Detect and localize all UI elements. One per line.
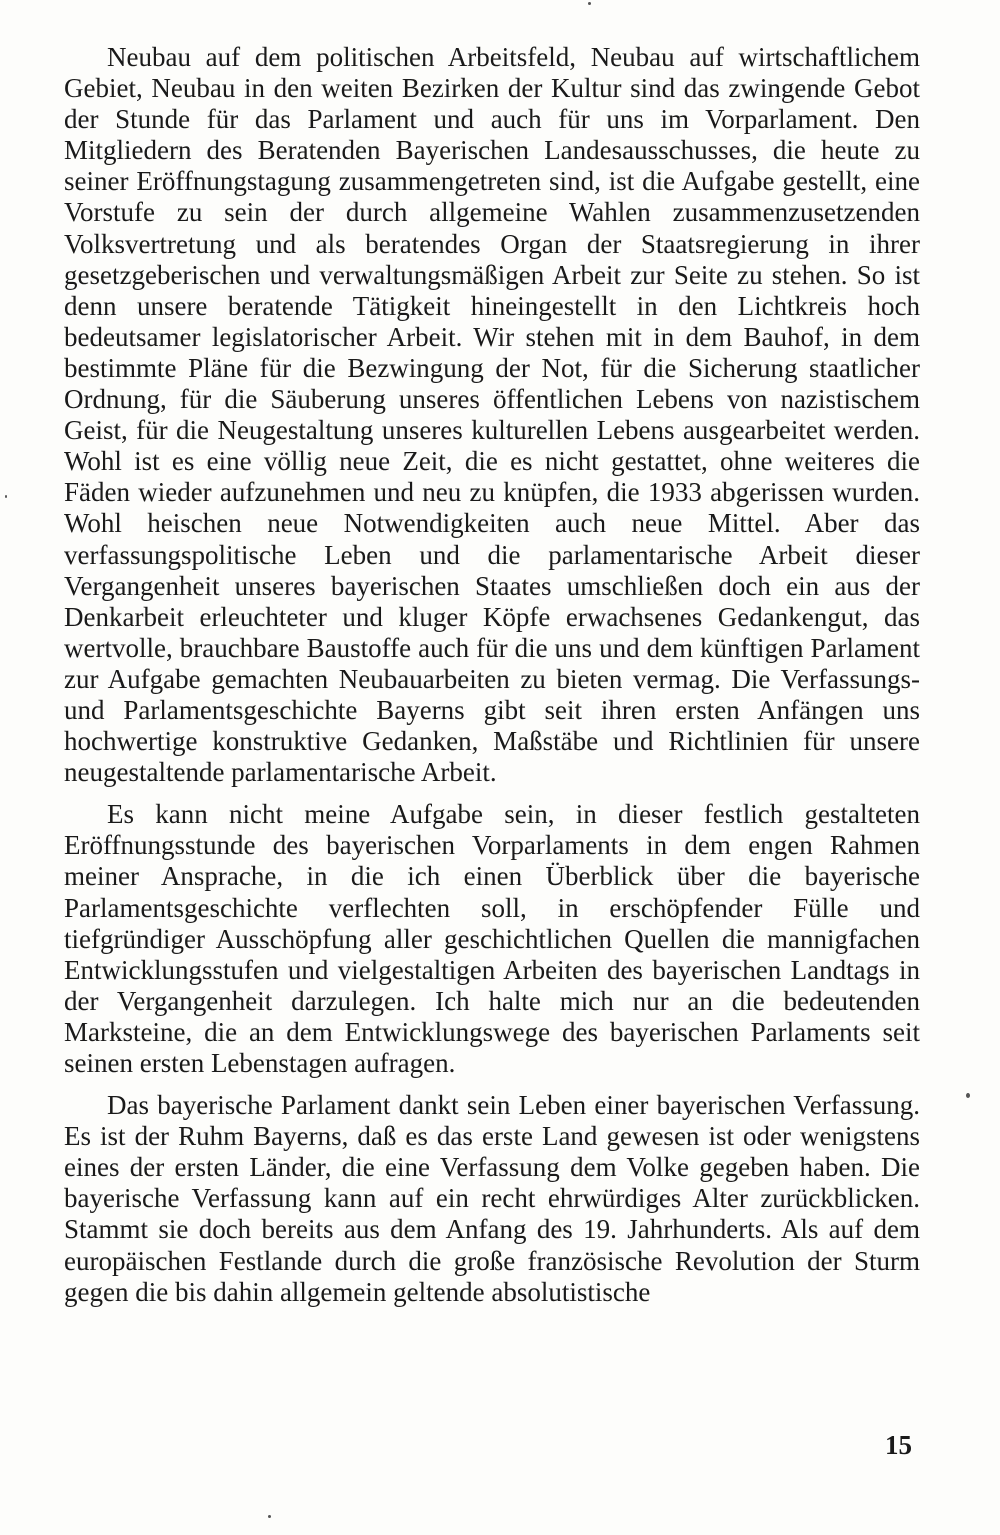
print-speck <box>588 2 591 5</box>
paragraph-1: Neubau auf dem politischen Arbeitsfeld, Neubau auf wirtschaftlichem Gebiet, Neubau in den weiten Bezirken der Kultur sind das zwingende Gebot der Stunde für das Parlament und auch für uns im Vorparlament. Den Mitgliedern des Beratenden Bayerischen Landesausschusses, die heute zu seiner Eröffnungstagung zusammengetreten sind, ist die Aufgabe gestellt, eine Vorstufe zu sein der durch allgemeine Wahlen zusammenzusetzenden Volksvertretung und als beratendes Organ der Staatsregierung in ihrer gesetzgeberischen und verwaltungsmäßigen Arbeit zur Seite zu stehen. So ist denn unsere beratende Tätigkeit hineingestellt in den Lichtkreis hoch bedeutsamer legislatorischer Arbeit. Wir stehen mit in dem Bauhof, in dem bestimmte Pläne für die Bezwingung der Not, für die Sicherung staatlicher Ordnung, für die Säuberung unseres öffentlichen Lebens von nazistischem Geist, für die Neugestaltung unseres kulturellen Lebens ausgearbeitet werden. Wohl ist es eine völlig neue Zeit, die es nicht gestattet, ohne weiteres die Fäden wieder aufzunehmen und neu zu knüpfen, die 1933 abgerissen wurden. Wohl heischen neue Notwendigkeiten auch neue Mittel. Aber das verfassungspolitische Leben und die parlamentarische Arbeit dieser Vergangenheit unseres bayerischen Staates umschließen doch ein aus der Denkarbeit erleuchteter und kluger Köpfe erwachsenes Gedankengut, das wertvolle, brauchbare Baustoffe auch für die uns und dem künftigen Parlament zur Aufgabe gemachten Neubauarbeiten zu bieten vermag. Die Verfassungs- und Parlamentsgeschichte Bayerns gibt seit ihren ersten Anfängen uns hochwertige konstruktive Gedanken, Maßstäbe und Richtlinien für unsere neugestaltende parlamentarische Arbeit. <box>64 42 920 788</box>
paragraph-3: Das bayerische Parlament dankt sein Leben einer bayerischen Verfassung. Es ist der Ruhm Bayerns, daß es das erste Land gewesen ist oder wenigstens eines der ersten Länder, die eine Verfassung dem Volke gegeben haben. Die bayerische Verfassung kann auf ein recht ehrwürdiges Alter zurückblicken. Stammt sie doch bereits aus dem Anfang des 19. Jahrhunderts. Als auf dem europäischen Festlande durch die große französische Revolution der Sturm gegen die bis dahin allgemein geltende absolutistische <box>64 1090 920 1307</box>
page-number: 15 <box>885 1430 912 1460</box>
paragraph-2: Es kann nicht meine Aufgabe sein, in dieser festlich gestalteten Eröffnungsstunde des bayerischen Vorparlaments in dem engen Rahmen meiner Ansprache, in die ich einen Überblick über die bayerische Parlamentsgeschichte verflechten soll, in erschöpfender Fülle und tiefgründiger Ausschöpfung aller geschichtlichen Quellen die mannigfachen Entwicklungsstufen und vielgestaltigen Arbeiten des bayerischen Landtags in der Vergangenheit darzulegen. Ich halte mich nur an die bedeutenden Marksteine, die an dem Entwicklungswege des bayerischen Parlaments seit seinen ersten Lebenstagen aufragen. <box>64 799 920 1078</box>
print-speck <box>966 1093 970 1098</box>
print-speck <box>5 495 7 498</box>
body-text <box>64 42 920 1308</box>
print-speck <box>268 1515 271 1518</box>
